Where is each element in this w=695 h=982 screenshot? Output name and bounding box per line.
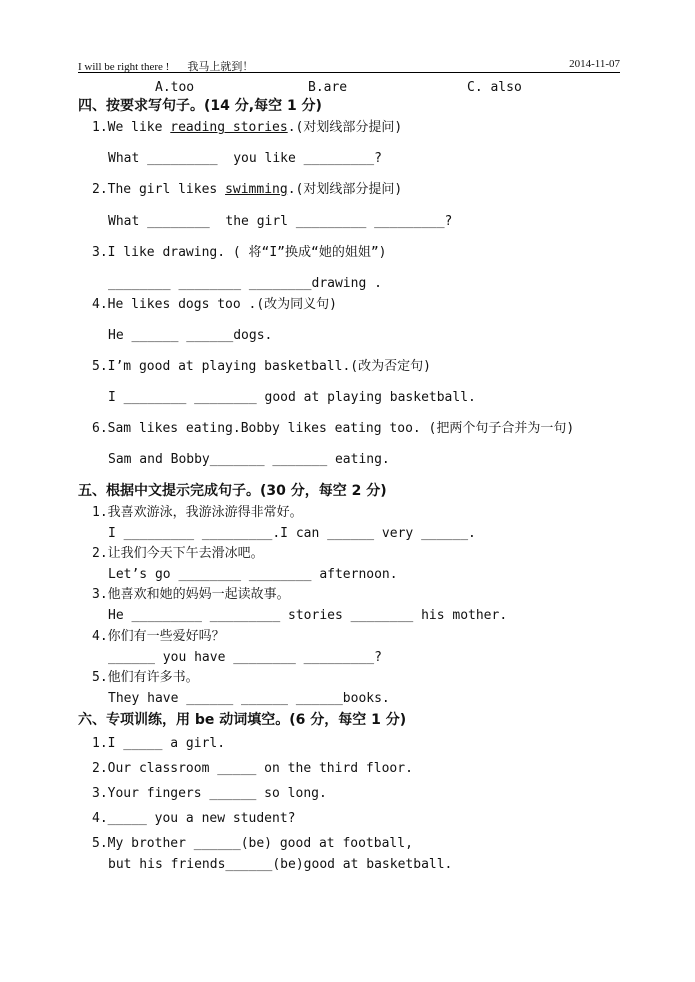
option-a: A.too <box>155 80 195 95</box>
s5-a3: He _________ _________ stories ________ his mother. <box>108 608 508 623</box>
s4-q1-underlined: reading stories <box>170 120 288 135</box>
section-4-title: 四、按要求写句子。(14 分,每空 1 分) <box>78 98 322 114</box>
s4-a3: ________ ________ ________drawing . <box>108 276 382 291</box>
s4-q2-underlined: swimming <box>225 182 288 197</box>
s6-item-3: 3.Your fingers ______ so long. <box>92 786 327 801</box>
s5-a2: Let’s go ________ ________ afternoon. <box>108 567 398 582</box>
s4-q1-pre: 1.We like <box>92 120 171 135</box>
page-header <box>78 58 620 73</box>
s5-a4: ______ you have ________ _________? <box>108 650 382 665</box>
s6-item-4: 4._____ you a new student? <box>92 811 296 826</box>
s4-q2-pre: 2.The girl likes <box>92 182 226 197</box>
s4-q1 <box>92 120 402 136</box>
s4-a1: What _________ you like _________? <box>108 151 382 166</box>
s5-q2: 2.让我们今天下午去滑冰吧。 <box>92 546 264 561</box>
s5-a5: They have ______ ______ ______books. <box>108 691 390 706</box>
s5-q3: 3.他喜欢和她的妈妈一起读故事。 <box>92 587 290 602</box>
s6-item-5: 5.My brother ______(be) good at football, <box>92 836 413 851</box>
section-5-title: 五、根据中文提示完成句子。(30 分，每空 2 分) <box>78 483 387 499</box>
header-english: I will be right there ! <box>78 61 170 73</box>
s4-q4: 4.He likes dogs too .(改为同义句) <box>92 297 338 312</box>
option-c: C. also <box>467 80 522 95</box>
s4-a4: He ______ ______dogs. <box>108 328 273 343</box>
option-b: B.are <box>308 80 348 95</box>
s4-a2: What ________ the girl _________ _________? <box>108 214 453 229</box>
s4-q2-post: .(对划线部分提问) <box>287 182 403 197</box>
s6-item-2: 2.Our classroom _____ on the third floor. <box>92 761 413 776</box>
header-chinese: 我马上就到！ <box>187 61 254 73</box>
s6-item-5-cont: but his friends______(be)good at basketball. <box>108 857 453 872</box>
s4-a5: I ________ ________ good at playing basketball. <box>108 390 476 405</box>
s4-a6: Sam and Bobby_______ _______ eating. <box>108 452 390 467</box>
s5-q4: 4.你们有一些爱好吗？ <box>92 629 225 644</box>
s4-q5: 5.I’m good at playing basketball.(改为否定句) <box>92 359 431 374</box>
header-left <box>78 58 271 74</box>
s4-q6: 6.Sam likes eating.Bobby likes eating too. (把两个句子合并为一句) <box>92 421 575 436</box>
s4-q1-post: .(对划线部分提问) <box>287 120 403 135</box>
s4-q2 <box>92 182 402 198</box>
s5-a1: I _________ _________.I can ______ very ______. <box>108 526 476 541</box>
s4-q3: 3.I like drawing. ( 将“I”换成“她的姐姐”) <box>92 245 387 260</box>
s6-item-1: 1.I _____ a girl. <box>92 736 226 751</box>
s5-q5: 5.他们有许多书。 <box>92 670 199 685</box>
s5-q1: 1.我喜欢游泳，我游泳游得非常好。 <box>92 505 303 520</box>
header-date: 2014-11-07 <box>569 58 620 70</box>
section-6-title: 六、专项训练，用 be 动词填空。(6 分，每空 1 分) <box>78 712 407 728</box>
